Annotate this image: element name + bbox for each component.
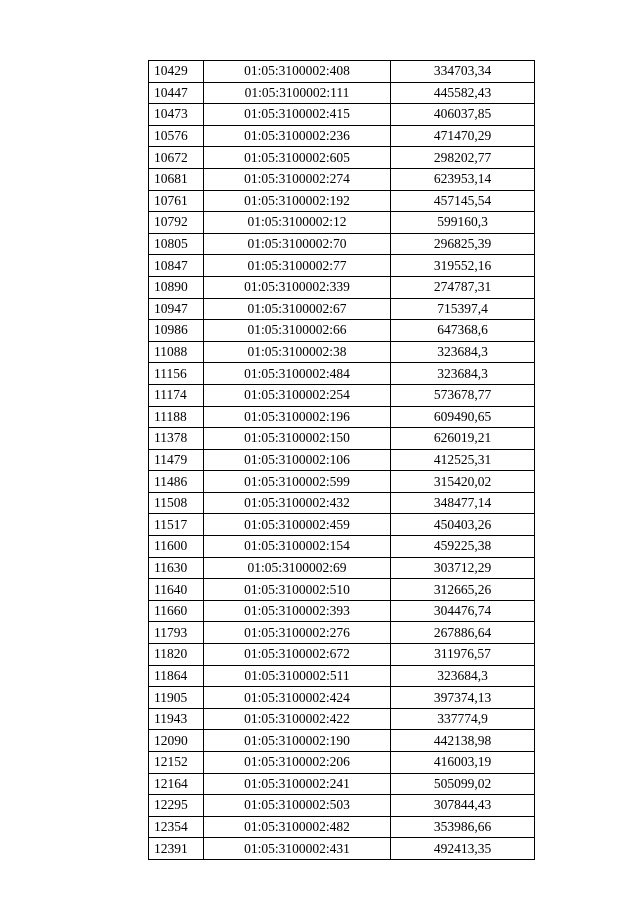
table-row [149, 320, 535, 342]
cadastral-number-cell: 01:05:3100002:415 [204, 104, 391, 126]
value-cell: 312665,26 [391, 579, 535, 601]
value-cell: 445582,43 [391, 82, 535, 104]
cadastral-number-cell: 01:05:3100002:70 [204, 233, 391, 255]
table-row [149, 536, 535, 558]
table-row [149, 147, 535, 169]
value-cell: 353986,66 [391, 816, 535, 838]
cadastral-number-cell: 01:05:3100002:77 [204, 255, 391, 277]
cadastral-number-cell: 01:05:3100002:196 [204, 406, 391, 428]
row-id-cell: 11943 [149, 708, 204, 730]
value-cell: 450403,26 [391, 514, 535, 536]
table-row [149, 557, 535, 579]
value-cell: 647368,6 [391, 320, 535, 342]
cadastral-number-cell: 01:05:3100002:422 [204, 708, 391, 730]
value-cell: 416003,19 [391, 752, 535, 774]
table-row [149, 104, 535, 126]
value-cell: 397374,13 [391, 687, 535, 709]
row-id-cell: 12391 [149, 838, 204, 860]
table-row [149, 622, 535, 644]
cadastral-number-cell: 01:05:3100002:150 [204, 428, 391, 450]
table-row [149, 795, 535, 817]
table-row [149, 644, 535, 666]
row-id-cell: 11088 [149, 341, 204, 363]
table-row [149, 233, 535, 255]
cadastral-number-cell: 01:05:3100002:111 [204, 82, 391, 104]
value-cell: 307844,43 [391, 795, 535, 817]
value-cell: 311976,57 [391, 644, 535, 666]
row-id-cell: 12152 [149, 752, 204, 774]
table-row [149, 773, 535, 795]
value-cell: 296825,39 [391, 233, 535, 255]
cadastral-number-cell: 01:05:3100002:206 [204, 752, 391, 774]
row-id-cell: 10761 [149, 190, 204, 212]
table-row [149, 579, 535, 601]
row-id-cell: 10473 [149, 104, 204, 126]
cadastral-number-cell: 01:05:3100002:432 [204, 492, 391, 514]
cadastral-number-cell: 01:05:3100002:69 [204, 557, 391, 579]
row-id-cell: 11486 [149, 471, 204, 493]
value-cell: 337774,9 [391, 708, 535, 730]
table-row [149, 471, 535, 493]
table-row [149, 708, 535, 730]
table-row [149, 125, 535, 147]
row-id-cell: 11793 [149, 622, 204, 644]
table-row [149, 665, 535, 687]
value-cell: 715397,4 [391, 298, 535, 320]
cadastral-number-cell: 01:05:3100002:408 [204, 61, 391, 83]
value-cell: 304476,74 [391, 600, 535, 622]
cadastral-number-cell: 01:05:3100002:605 [204, 147, 391, 169]
row-id-cell: 10792 [149, 212, 204, 234]
value-cell: 406037,85 [391, 104, 535, 126]
cadastral-number-cell: 01:05:3100002:241 [204, 773, 391, 795]
cadastral-number-cell: 01:05:3100002:431 [204, 838, 391, 860]
value-cell: 315420,02 [391, 471, 535, 493]
row-id-cell: 10576 [149, 125, 204, 147]
value-cell: 348477,14 [391, 492, 535, 514]
table-row [149, 752, 535, 774]
row-id-cell: 11640 [149, 579, 204, 601]
cadastral-number-cell: 01:05:3100002:599 [204, 471, 391, 493]
cadastral-number-cell: 01:05:3100002:424 [204, 687, 391, 709]
value-cell: 303712,29 [391, 557, 535, 579]
table-row [149, 276, 535, 298]
value-cell: 492413,35 [391, 838, 535, 860]
value-cell: 599160,3 [391, 212, 535, 234]
value-cell: 267886,64 [391, 622, 535, 644]
cadastral-number-cell: 01:05:3100002:236 [204, 125, 391, 147]
cadastral-number-cell: 01:05:3100002:511 [204, 665, 391, 687]
value-cell: 442138,98 [391, 730, 535, 752]
value-cell: 459225,38 [391, 536, 535, 558]
value-cell: 323684,3 [391, 665, 535, 687]
table-row [149, 816, 535, 838]
table-row [149, 384, 535, 406]
cadastral-number-cell: 01:05:3100002:254 [204, 384, 391, 406]
row-id-cell: 12164 [149, 773, 204, 795]
table-row [149, 363, 535, 385]
cadastral-number-cell: 01:05:3100002:190 [204, 730, 391, 752]
table-row [149, 600, 535, 622]
row-id-cell: 11820 [149, 644, 204, 666]
table-row [149, 255, 535, 277]
row-id-cell: 10672 [149, 147, 204, 169]
row-id-cell: 11660 [149, 600, 204, 622]
row-id-cell: 11156 [149, 363, 204, 385]
value-cell: 626019,21 [391, 428, 535, 450]
value-cell: 319552,16 [391, 255, 535, 277]
cadastral-number-cell: 01:05:3100002:274 [204, 168, 391, 190]
table-row [149, 212, 535, 234]
row-id-cell: 12295 [149, 795, 204, 817]
data-table [148, 60, 535, 860]
cadastral-number-cell: 01:05:3100002:484 [204, 363, 391, 385]
cadastral-number-cell: 01:05:3100002:38 [204, 341, 391, 363]
value-cell: 323684,3 [391, 363, 535, 385]
cadastral-number-cell: 01:05:3100002:12 [204, 212, 391, 234]
table-row [149, 61, 535, 83]
row-id-cell: 10805 [149, 233, 204, 255]
cadastral-number-cell: 01:05:3100002:482 [204, 816, 391, 838]
row-id-cell: 10890 [149, 276, 204, 298]
cadastral-number-cell: 01:05:3100002:503 [204, 795, 391, 817]
value-cell: 505099,02 [391, 773, 535, 795]
row-id-cell: 10947 [149, 298, 204, 320]
table-row [149, 406, 535, 428]
row-id-cell: 11508 [149, 492, 204, 514]
table-row [149, 838, 535, 860]
cadastral-number-cell: 01:05:3100002:459 [204, 514, 391, 536]
row-id-cell: 12354 [149, 816, 204, 838]
table-row [149, 341, 535, 363]
cadastral-number-cell: 01:05:3100002:66 [204, 320, 391, 342]
value-cell: 412525,31 [391, 449, 535, 471]
row-id-cell: 10429 [149, 61, 204, 83]
value-cell: 623953,14 [391, 168, 535, 190]
table-row [149, 449, 535, 471]
value-cell: 471470,29 [391, 125, 535, 147]
row-id-cell: 11517 [149, 514, 204, 536]
row-id-cell: 12090 [149, 730, 204, 752]
table-row [149, 492, 535, 514]
value-cell: 573678,77 [391, 384, 535, 406]
cadastral-number-cell: 01:05:3100002:192 [204, 190, 391, 212]
cadastral-number-cell: 01:05:3100002:393 [204, 600, 391, 622]
row-id-cell: 10986 [149, 320, 204, 342]
row-id-cell: 11905 [149, 687, 204, 709]
row-id-cell: 11600 [149, 536, 204, 558]
cadastral-number-cell: 01:05:3100002:339 [204, 276, 391, 298]
cadastral-number-cell: 01:05:3100002:672 [204, 644, 391, 666]
row-id-cell: 10681 [149, 168, 204, 190]
table-row [149, 428, 535, 450]
table-row [149, 730, 535, 752]
cadastral-number-cell: 01:05:3100002:510 [204, 579, 391, 601]
table-row [149, 298, 535, 320]
value-cell: 323684,3 [391, 341, 535, 363]
row-id-cell: 11479 [149, 449, 204, 471]
row-id-cell: 11378 [149, 428, 204, 450]
value-cell: 609490,65 [391, 406, 535, 428]
table-row [149, 687, 535, 709]
value-cell: 274787,31 [391, 276, 535, 298]
row-id-cell: 11864 [149, 665, 204, 687]
table-row [149, 514, 535, 536]
table-body [149, 61, 535, 860]
cadastral-number-cell: 01:05:3100002:106 [204, 449, 391, 471]
row-id-cell: 11188 [149, 406, 204, 428]
table-row [149, 82, 535, 104]
cadastral-number-cell: 01:05:3100002:276 [204, 622, 391, 644]
value-cell: 457145,54 [391, 190, 535, 212]
row-id-cell: 11630 [149, 557, 204, 579]
value-cell: 334703,34 [391, 61, 535, 83]
row-id-cell: 11174 [149, 384, 204, 406]
cadastral-number-cell: 01:05:3100002:154 [204, 536, 391, 558]
cadastral-number-cell: 01:05:3100002:67 [204, 298, 391, 320]
row-id-cell: 10847 [149, 255, 204, 277]
table-row [149, 190, 535, 212]
value-cell: 298202,77 [391, 147, 535, 169]
table-row [149, 168, 535, 190]
row-id-cell: 10447 [149, 82, 204, 104]
